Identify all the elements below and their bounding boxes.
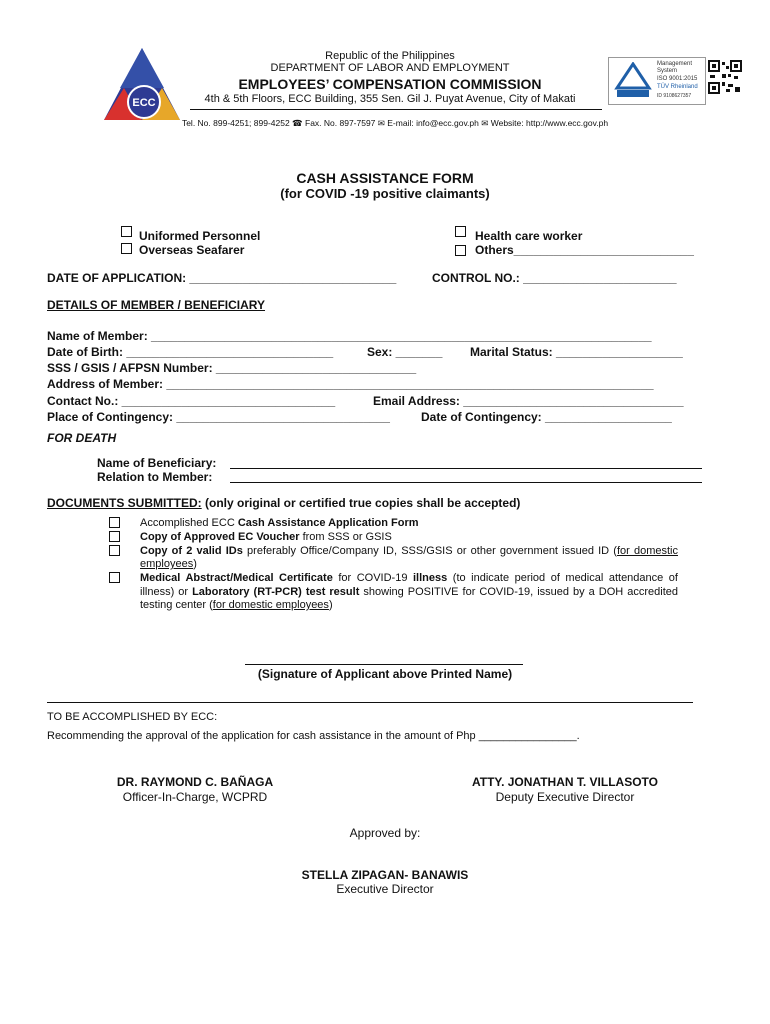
- applicant-signature-line[interactable]: [245, 664, 523, 665]
- header-contacts: Tel. No. 899-4251; 899-4252 ☎ Fax. No. 897-7597 ✉ E-mail: info@ecc.gov.ph ✉ Website: http://www.ecc.gov.ph: [181, 118, 609, 128]
- sig1-name: DR. RAYMOND C. BAÑAGA: [116, 775, 274, 789]
- form-subtitle: (for COVID -19 positive claimants): [280, 186, 490, 201]
- documents-heading-row: [47, 496, 520, 510]
- doc-medical-certificate: Medical Abstract/Medical Certificate for COVID-19 illness (to indicate period of medical attendance of illness) or Laboratory (RT-PCR) test result showing POSITIVE for COVID-19, issued by a DOH accredited testing center (for domestic employees): [140, 572, 678, 611]
- header-rule: [190, 109, 602, 110]
- place-of-contingency-field[interactable]: Place of Contingency: ________________________________: [47, 410, 390, 424]
- sig2-title: Deputy Executive Director: [495, 790, 635, 804]
- tuv-logo-icon: [613, 62, 653, 98]
- tuv-certification-badge: [608, 57, 706, 105]
- header-commission: EMPLOYEES’ COMPENSATION COMMISSION: [238, 76, 542, 92]
- control-no-field[interactable]: CONTROL NO.: _______________________: [432, 271, 677, 285]
- others-checkbox[interactable]: [455, 245, 466, 256]
- relation-to-member-label: Relation to Member:: [97, 470, 213, 484]
- date-of-contingency-field[interactable]: Date of Contingency: ___________________: [421, 410, 672, 424]
- recommend-text[interactable]: Recommending the approval of the application for cash assistance in the amount of Php ________________.: [47, 730, 580, 742]
- address-of-member-field[interactable]: Address of Member: _________________________________________________________________________: [47, 377, 654, 391]
- sig3-name: STELLA ZIPAGAN- BANAWIS: [301, 868, 469, 882]
- name-of-member-field[interactable]: Name of Member: ___________________________________________________________________________: [47, 329, 652, 343]
- doc-ec-voucher: Copy of Approved EC Voucher from SSS or GSIS: [140, 531, 392, 543]
- health-care-worker-checkbox[interactable]: [455, 226, 466, 237]
- uniformed-personnel-label: Uniformed Personnel: [139, 229, 261, 243]
- for-death-heading: FOR DEATH: [47, 431, 117, 445]
- cert-title: Management System: [657, 61, 693, 74]
- health-care-worker-label: Health care worker: [475, 229, 583, 243]
- date-of-birth-field[interactable]: Date of Birth: _______________________________: [47, 345, 334, 359]
- cert-number: ISO 9001:2015: [657, 76, 698, 82]
- signature-caption: (Signature of Applicant above Printed Name): [257, 667, 513, 681]
- doc-application-form: Accomplished ECC Cash Assistance Application Form: [140, 517, 419, 529]
- documents-note: (only original or certified true copies shall be accepted): [201, 496, 521, 510]
- relation-to-member-line[interactable]: [230, 482, 702, 483]
- overseas-seafarer-checkbox[interactable]: [121, 243, 132, 254]
- overseas-seafarer-label: Overseas Seafarer: [139, 243, 245, 257]
- approved-by-label: Approved by:: [349, 826, 421, 840]
- details-heading: DETAILS OF MEMBER / BENEFICIARY: [47, 298, 266, 312]
- name-of-beneficiary-label: Name of Beneficiary:: [97, 456, 217, 470]
- doc-valid-ids-checkbox[interactable]: [109, 545, 120, 556]
- header-address: 4th & 5th Floors, ECC Building, 355 Sen. Gil J. Puyat Avenue, City of Makati: [204, 93, 576, 105]
- sig3-title: Executive Director: [336, 882, 434, 896]
- others-label: Others___________________________: [475, 243, 694, 257]
- doc-application-form-checkbox[interactable]: [109, 517, 120, 528]
- logo-text: ECC: [132, 97, 156, 109]
- documents-heading: DOCUMENTS SUBMITTED:: [47, 496, 202, 510]
- uniformed-personnel-checkbox[interactable]: [121, 226, 132, 237]
- qr-code-icon: [708, 60, 742, 94]
- sig2-name: ATTY. JONATHAN T. VILLASOTO: [471, 775, 658, 789]
- doc-medical-certificate-checkbox[interactable]: [109, 572, 120, 583]
- cert-id: ID 9108627357: [657, 93, 692, 99]
- sss-gsis-afpsn-field[interactable]: SSS / GSIS / AFPSN Number: ______________________________: [47, 361, 417, 375]
- sex-field[interactable]: Sex: _______: [367, 345, 443, 359]
- header-republic: Republic of the Philippines: [325, 50, 455, 62]
- section-divider: [47, 702, 693, 703]
- sig1-title: Officer-In-Charge, WCPRD: [122, 790, 268, 804]
- doc-ec-voucher-checkbox[interactable]: [109, 531, 120, 542]
- date-of-application-field[interactable]: DATE OF APPLICATION: _______________________________: [47, 271, 397, 285]
- doc-valid-ids: Copy of 2 valid IDs preferably Office/Company ID, SSS/GSIS or other government issued ID (for domestic employees): [140, 545, 678, 570]
- cert-body: TÜV Rheinland: [657, 84, 698, 90]
- name-of-beneficiary-line[interactable]: [230, 468, 702, 469]
- email-address-field[interactable]: Email Address: _________________________________: [373, 394, 684, 408]
- form-title: CASH ASSISTANCE FORM: [296, 170, 474, 186]
- ecc-heading: TO BE ACCOMPLISHED BY ECC:: [47, 711, 218, 723]
- contact-no-field[interactable]: Contact No.: ________________________________: [47, 394, 336, 408]
- header-department: DEPARTMENT OF LABOR AND EMPLOYMENT: [270, 62, 510, 74]
- marital-status-field[interactable]: Marital Status: ___________________: [470, 345, 683, 359]
